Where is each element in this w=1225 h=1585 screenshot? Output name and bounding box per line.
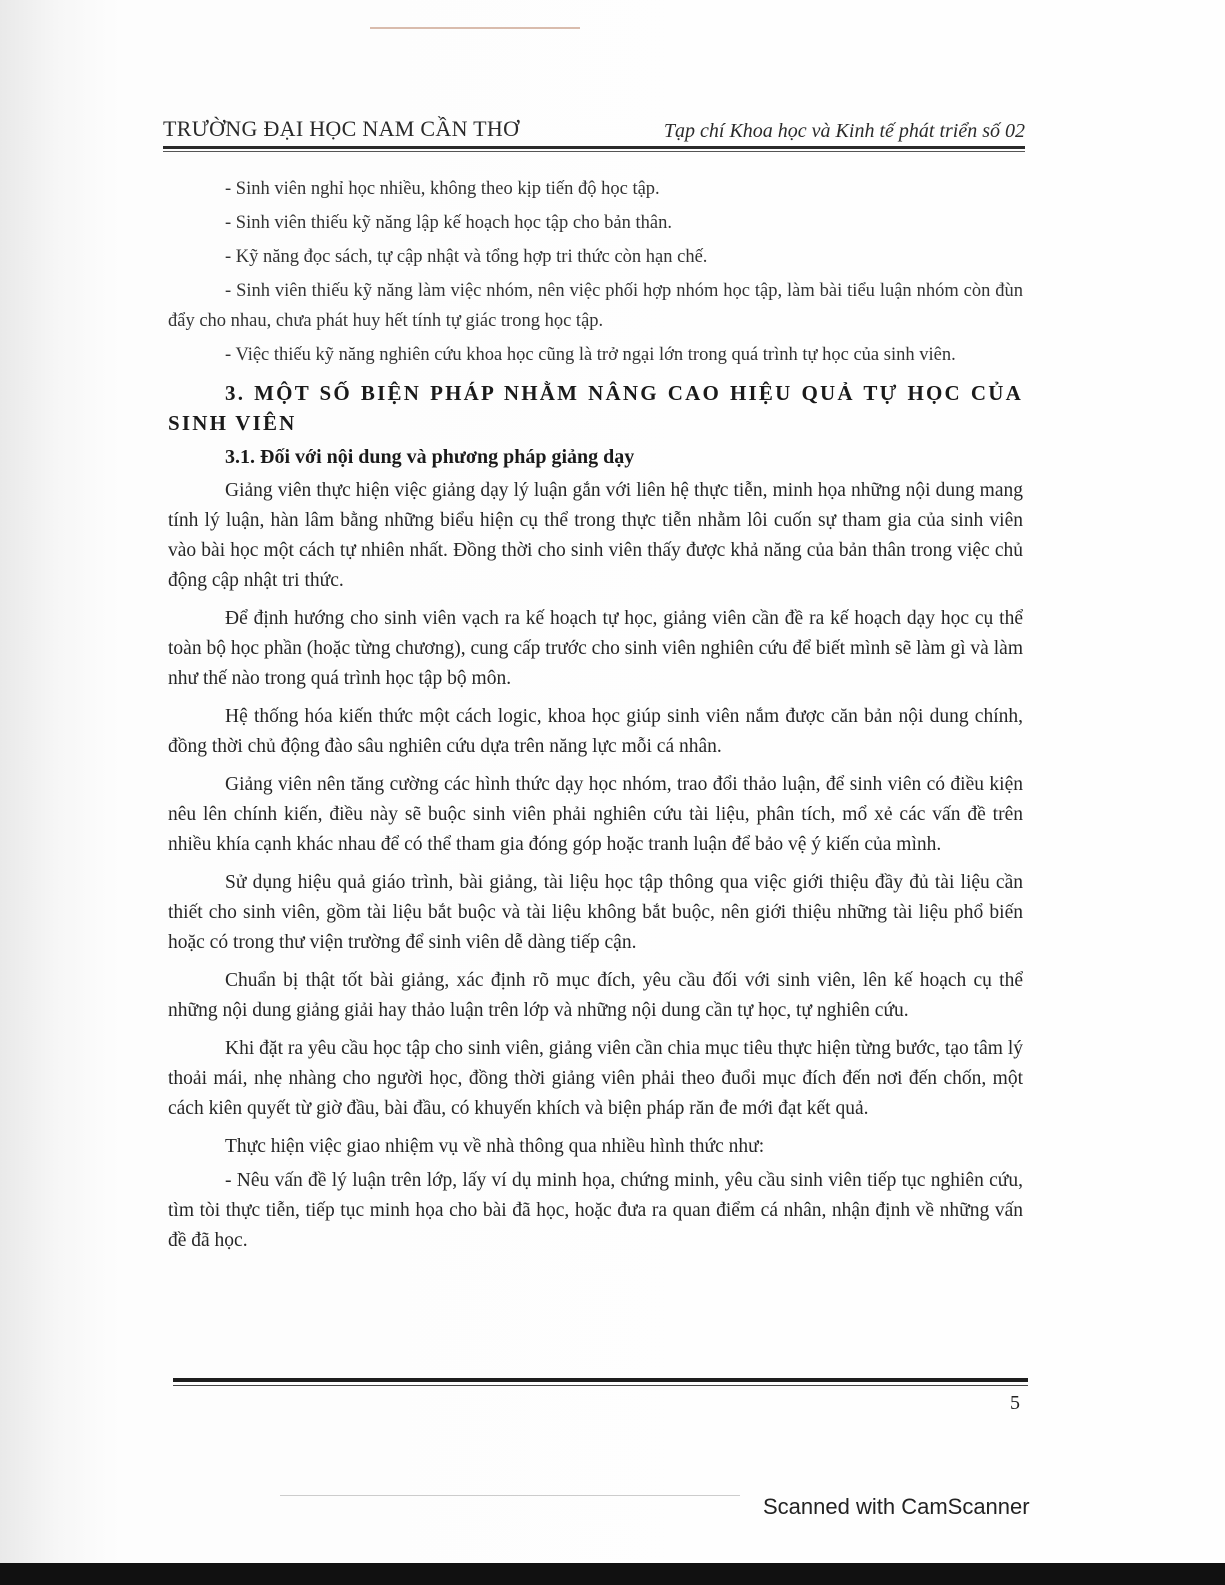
header-school-name: TRƯỜNG ĐẠI HỌC NAM CẦN THƠ bbox=[163, 116, 520, 141]
paragraph: Chuẩn bị thật tốt bài giảng, xác định rõ mục đích, yêu cầu đối với sinh viên, lên kế hoạch cụ thể những nội dung giảng giải hay thảo luận trên lớp và những nội dung cần tự học, tự nghiên cứu. bbox=[168, 970, 1023, 1021]
bullet-list-obstacles bbox=[168, 174, 1023, 370]
list-item: - Sinh viên nghỉ học nhiều, không theo kịp tiến độ học tập. bbox=[225, 179, 660, 199]
paragraph: Thực hiện việc giao nhiệm vụ về nhà thông qua nhiều hình thức như: bbox=[225, 1136, 765, 1157]
header-rule bbox=[163, 146, 1025, 149]
body-text bbox=[168, 174, 1023, 1256]
scan-bottom-edge bbox=[0, 1563, 1225, 1585]
paragraph: Sử dụng hiệu quả giáo trình, bài giảng, tài liệu học tập thông qua việc giới thiệu đầy đủ tài liệu cần thiết cho sinh viên, gồm tài liệu bắt buộc và tài liệu không bắt buộc, nên giới thiệu những tài liệu phổ biến hoặc có trong thư viện trường để sinh viên dễ dàng tiếp cận. bbox=[168, 872, 1023, 953]
paragraph: Hệ thống hóa kiến thức một cách logic, khoa học giúp sinh viên nắm được căn bản nội dung chính, đồng thời chủ động đào sâu nghiên cứu dựa trên năng lực mỗi cá nhân. bbox=[168, 706, 1023, 757]
footer-rule-thin bbox=[173, 1385, 1028, 1386]
header-rule-thin bbox=[163, 151, 1025, 152]
list-item: - Sinh viên thiếu kỹ năng làm việc nhóm, nên việc phối hợp nhóm học tập, làm bài tiểu luận nhóm còn đùn đẩy cho nhau, chưa phát huy hết tính tự giác trong học tập. bbox=[168, 281, 1023, 331]
paragraph: - Nêu vấn đề lý luận trên lớp, lấy ví dụ minh họa, chứng minh, yêu cầu sinh viên tiếp tục nghiên cứu, tìm tòi thực tiễn, tiếp tục minh họa cho bài đã học, hoặc đưa ra quan điểm cá nhân, nhận định về những vấn đề đã học. bbox=[168, 1170, 1023, 1251]
list-item: - Việc thiếu kỹ năng nghiên cứu khoa học cũng là trở ngại lớn trong quá trình tự học của sinh viên. bbox=[225, 345, 956, 365]
scan-artifact-line bbox=[280, 1495, 740, 1496]
section-heading: 3. MỘT SỐ BIỆN PHÁP NHẰM NÂNG CAO HIỆU QUẢ TỰ HỌC CỦA SINH VIÊN bbox=[168, 381, 1023, 435]
subsection-heading: 3.1. Đối với nội dung và phương pháp giảng dạy bbox=[225, 446, 635, 468]
list-item: - Sinh viên thiếu kỹ năng lập kế hoạch học tập cho bản thân. bbox=[225, 213, 672, 233]
scan-artifact-mark bbox=[370, 27, 580, 29]
footer-rule bbox=[173, 1378, 1028, 1382]
page-number: 5 bbox=[1010, 1392, 1020, 1414]
paragraph: Giảng viên thực hiện việc giảng dạy lý luận gắn với liên hệ thực tiễn, minh họa những nội dung mang tính lý luận, hàn lâm bằng những biểu hiện cụ thể trong thực tiễn nhằm lôi cuốn sự tham gia của sinh viên vào bài học một cách tự nhiên nhất. Đồng thời cho sinh viên thấy được khả năng của bản thân trong việc chủ động cập nhật tri thức. bbox=[168, 480, 1023, 591]
paragraph: Giảng viên nên tăng cường các hình thức dạy học nhóm, trao đổi thảo luận, để sinh viên có điều kiện nêu lên chính kiến, điều này sẽ buộc sinh viên phải nghiên cứu tài liệu, phân tích, mổ xẻ các vấn đề trên nhiều khía cạnh khác nhau để có thể tham gia đóng góp hoặc tranh luận để bảo vệ ý kiến của mình. bbox=[168, 774, 1023, 855]
paragraph: Khi đặt ra yêu cầu học tập cho sinh viên, giảng viên cần chia mục tiêu thực hiện từng bước, tạo tâm lý thoải mái, nhẹ nhàng cho người học, đồng thời giảng viên phải theo đuổi mục đích đến nơi đến chốn, một cách kiên quyết từ giờ đầu, bài đầu, có khuyến khích và biện pháp răn đe mới đạt kết quả. bbox=[168, 1038, 1023, 1119]
list-item: - Kỹ năng đọc sách, tự cập nhật và tổng hợp tri thức còn hạn chế. bbox=[225, 247, 708, 267]
header-journal-title: Tạp chí Khoa học và Kinh tế phát triển số 02 bbox=[663, 120, 1025, 142]
camscanner-watermark: Scanned with CamScanner bbox=[763, 1494, 1030, 1519]
paragraph: Để định hướng cho sinh viên vạch ra kế hoạch tự học, giảng viên cần đề ra kế hoạch dạy học cụ thể toàn bộ học phần (hoặc từng chương), cung cấp trước cho sinh viên nghiên cứu để biết mình sẽ làm gì và làm như thế nào trong quá trình học tập bộ môn. bbox=[168, 608, 1023, 689]
